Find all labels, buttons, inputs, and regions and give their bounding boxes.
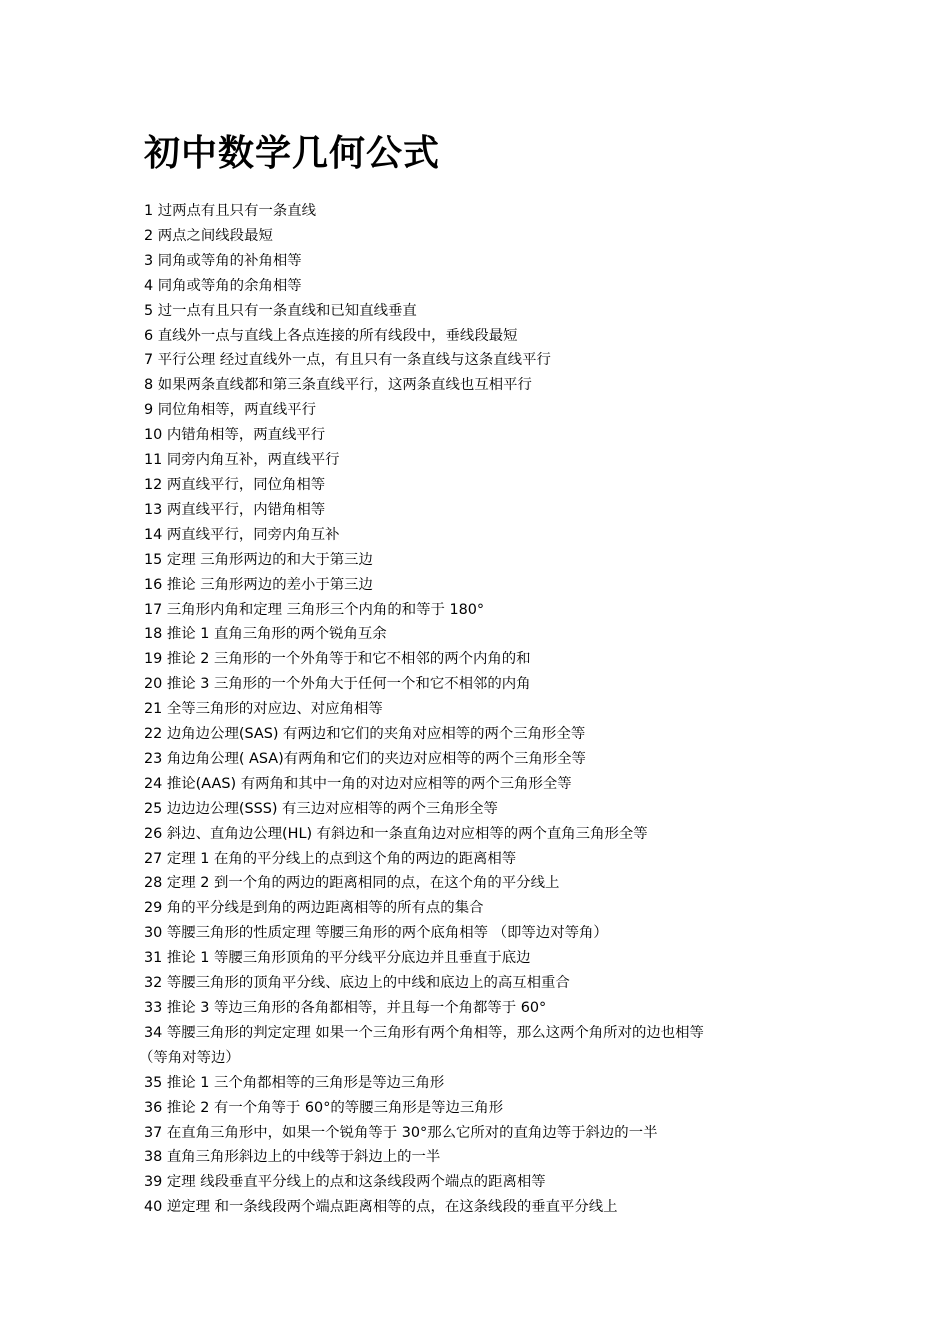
list-item-text: 16 推论 三角形两边的差小于第三边 bbox=[144, 576, 373, 593]
list-item bbox=[144, 697, 816, 722]
list-item bbox=[144, 971, 816, 996]
list-item bbox=[144, 647, 816, 672]
list-item-text: 20 推论 3 三角形的一个外角大于任何一个和它不相邻的内角 bbox=[144, 676, 531, 693]
list-item bbox=[144, 797, 816, 822]
list-item-text: 9 同位角相等，两直线平行 bbox=[144, 402, 317, 419]
list-item bbox=[144, 498, 816, 523]
list-item-text: 13 两直线平行，内错角相等 bbox=[144, 501, 326, 518]
list-item-continuation: （等角对等边） bbox=[139, 1049, 240, 1066]
list-item bbox=[144, 249, 816, 274]
list-item bbox=[144, 423, 816, 448]
list-item bbox=[144, 299, 816, 324]
list-item-text: 18 推论 1 直角三角形的两个锐角互余 bbox=[144, 626, 387, 643]
list-item-text: 38 直角三角形斜边上的中线等于斜边上的一半 bbox=[144, 1149, 441, 1166]
list-item bbox=[144, 448, 816, 473]
list-item-text: 7 平行公理 经过直线外一点，有且只有一条直线与这条直线平行 bbox=[144, 352, 551, 369]
list-item bbox=[144, 598, 816, 623]
list-item bbox=[144, 274, 816, 299]
list-item-text: 26 斜边、直角边公理(HL) 有斜边和一条直角边对应相等的两个直角三角形全等 bbox=[144, 825, 648, 842]
list-item bbox=[144, 473, 816, 498]
list-item-text: 14 两直线平行，同旁内角互补 bbox=[144, 526, 340, 543]
list-item-text: 24 推论(AAS) 有两角和其中一角的对边对应相等的两个三角形全等 bbox=[144, 775, 572, 792]
list-item-text: 32 等腰三角形的顶角平分线、底边上的中线和底边上的高互相重合 bbox=[144, 975, 570, 992]
list-item bbox=[144, 1096, 816, 1121]
list-item bbox=[144, 847, 816, 872]
list-item bbox=[144, 747, 816, 772]
list-item-text: 31 推论 1 等腰三角形顶角的平分线平分底边并且垂直于底边 bbox=[144, 950, 531, 967]
list-item bbox=[144, 921, 816, 946]
list-item-text: 36 推论 2 有一个角等于 60°的等腰三角形是等边三角形 bbox=[144, 1099, 504, 1116]
list-item-text: 19 推论 2 三角形的一个外角等于和它不相邻的两个内角的和 bbox=[144, 651, 531, 668]
list-item-text: 17 三角形内角和定理 三角形三个内角的和等于 180° bbox=[144, 601, 485, 618]
list-item-text: 23 角边角公理( ASA)有两角和它们的夹边对应相等的两个三角形全等 bbox=[144, 750, 586, 767]
list-item bbox=[144, 672, 816, 697]
list-item-text: 40 逆定理 和一条线段两个端点距离相等的点，在这条线段的垂直平分线上 bbox=[144, 1199, 618, 1216]
list-item bbox=[144, 398, 816, 423]
list-item-text: 15 定理 三角形两边的和大于第三边 bbox=[144, 551, 373, 568]
list-item-text: 2 两点之间线段最短 bbox=[144, 227, 273, 244]
list-item bbox=[144, 946, 816, 971]
list-item-text: 34 等腰三角形的判定定理 如果一个三角形有两个角相等，那么这两个角所对的边也相等 bbox=[144, 1024, 704, 1041]
list-item-text: 6 直线外一点与直线上各点连接的所有线段中，垂线段最短 bbox=[144, 327, 518, 344]
list-item bbox=[144, 622, 816, 647]
list-item bbox=[139, 1021, 816, 1071]
document-title: 初中数学几何公式 bbox=[144, 133, 441, 174]
list-item-text: 28 定理 2 到一个角的两边的距离相同的点，在这个角的平分线上 bbox=[144, 875, 560, 892]
list-item bbox=[144, 348, 816, 373]
list-item bbox=[144, 224, 816, 249]
list-item-text: 4 同角或等角的余角相等 bbox=[144, 277, 302, 294]
list-item bbox=[144, 996, 816, 1021]
list-item bbox=[144, 373, 816, 398]
list-item-text: 39 定理 线段垂直平分线上的点和这条线段两个端点的距离相等 bbox=[144, 1174, 546, 1191]
list-item bbox=[144, 1121, 816, 1146]
formula-list bbox=[139, 199, 816, 1220]
list-item bbox=[144, 772, 816, 797]
list-item-text: 5 过一点有且只有一条直线和已知直线垂直 bbox=[144, 302, 417, 319]
list-item-text: 12 两直线平行，同位角相等 bbox=[144, 476, 326, 493]
list-item-text: 35 推论 1 三个角都相等的三角形是等边三角形 bbox=[144, 1074, 445, 1091]
list-item-text: 29 角的平分线是到角的两边距离相等的所有点的集合 bbox=[144, 900, 484, 917]
list-item bbox=[144, 523, 816, 548]
list-item bbox=[144, 199, 816, 224]
list-item-text: 27 定理 1 在角的平分线上的点到这个角的两边的距离相等 bbox=[144, 850, 517, 867]
list-item bbox=[144, 548, 816, 573]
list-item bbox=[144, 1145, 816, 1170]
list-item-text: 33 推论 3 等边三角形的各角都相等，并且每一个角都等于 60° bbox=[144, 1000, 547, 1016]
list-item bbox=[144, 1071, 816, 1096]
list-item-text: 37 在直角三角形中，如果一个锐角等于 30°那么它所对的直角边等于斜边的一半 bbox=[144, 1124, 658, 1141]
list-item-text: 25 边边边公理(SSS) 有三边对应相等的两个三角形全等 bbox=[144, 800, 498, 817]
list-item bbox=[144, 871, 816, 896]
list-item bbox=[144, 1170, 816, 1195]
list-item bbox=[144, 822, 816, 847]
list-item bbox=[144, 573, 816, 598]
list-item-text: 11 同旁内角互补，两直线平行 bbox=[144, 452, 340, 469]
list-item bbox=[144, 1195, 816, 1220]
list-item-text: 22 边角边公理(SAS) 有两边和它们的夹角对应相等的两个三角形全等 bbox=[144, 726, 586, 743]
list-item-text: 1 过两点有且只有一条直线 bbox=[144, 203, 317, 219]
list-item-text: 10 内错角相等，两直线平行 bbox=[144, 427, 326, 444]
list-item bbox=[144, 722, 816, 747]
list-item-text: 30 等腰三角形的性质定理 等腰三角形的两个底角相等 （即等边对等角） bbox=[144, 925, 608, 942]
list-item-text: 8 如果两条直线都和第三条直线平行，这两条直线也互相平行 bbox=[144, 377, 532, 394]
list-item-text: 3 同角或等角的补角相等 bbox=[144, 252, 302, 269]
list-item-text: 21 全等三角形的对应边、对应角相等 bbox=[144, 701, 383, 718]
list-item bbox=[144, 896, 816, 921]
list-item bbox=[144, 324, 816, 349]
